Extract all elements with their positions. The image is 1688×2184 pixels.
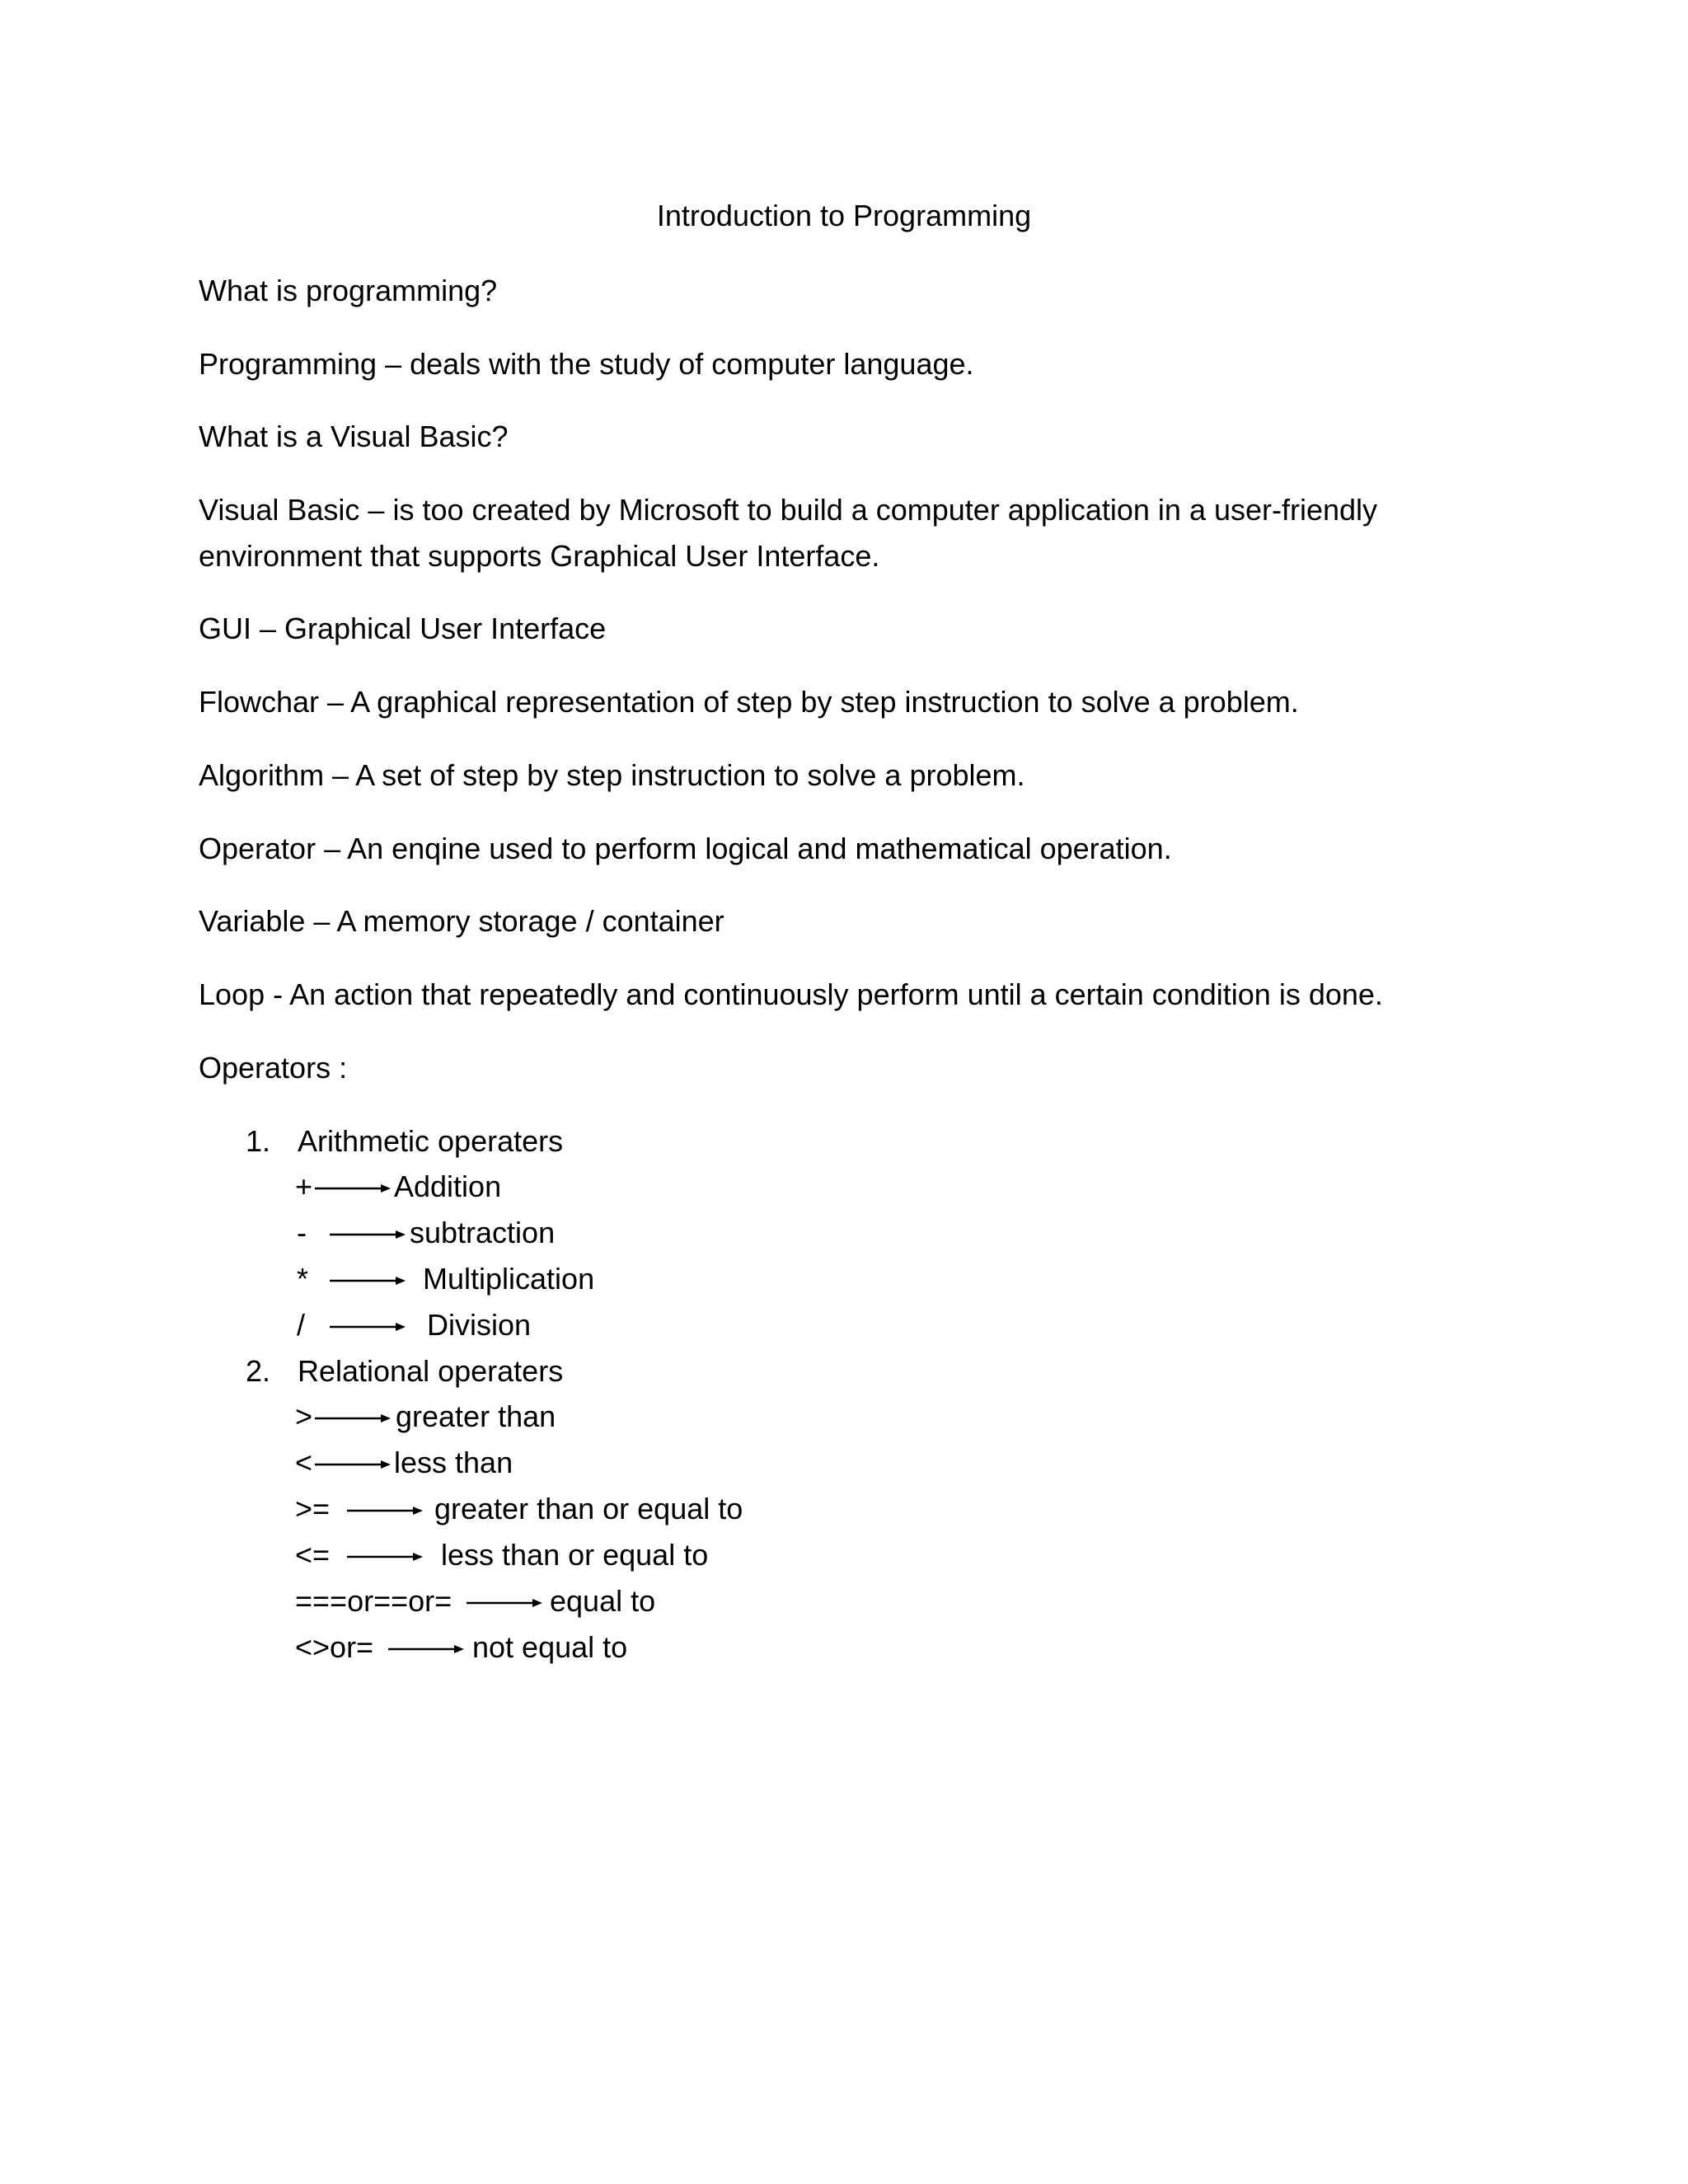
operator-meaning: not equal to [472,1630,628,1664]
list-number: 2. [246,1354,271,1388]
definition-operator: Operator – An enqine used to perform logical and mathematical operation. [199,832,1172,865]
operator-meaning: Division [427,1308,532,1342]
operator-row [0,1169,1688,1205]
operator-meaning: equal to [550,1584,656,1618]
operator-symbol: - [297,1216,307,1249]
operator-row [0,1310,1688,1343]
operator-row [0,1494,1688,1527]
operator-meaning: Addition [394,1169,502,1203]
definition-programming: Programming – deals with the study of computer language. [199,347,974,381]
definition-loop: Loop - An action that repeatedly and continuously perform until a certain condition is done. [199,977,1383,1011]
list-number: 1. [246,1124,271,1158]
right-arrow-icon [330,1230,406,1240]
operator-row [0,1264,1688,1297]
operator-symbol: <>or= [295,1630,374,1664]
right-arrow-icon [315,1183,391,1193]
definition-algorithm: Algorithm – A set of step by step instruction to solve a problem. [199,758,1025,792]
question-visual-basic: What is a Visual Basic? [199,419,509,453]
operator-row [0,1399,1688,1435]
operator-symbol: >= [295,1492,331,1526]
operator-row [0,1586,1688,1619]
list-heading-arithmetic: Arithmetic operaters [298,1124,564,1158]
right-arrow-icon [315,1460,391,1469]
page-title: Introduction to Programming [656,199,1032,232]
right-arrow-icon [330,1322,406,1332]
operator-symbol: * [297,1262,309,1296]
definition-gui: GUI – Graphical User Interface [199,612,607,645]
right-arrow-icon [467,1598,542,1608]
operator-symbol: ===or==or= [295,1584,452,1618]
operator-row [0,1540,1688,1573]
operator-meaning: less than [394,1446,513,1479]
operator-meaning: greater than [396,1399,556,1433]
operator-symbol: + [295,1169,313,1203]
operators-heading: Operators : [199,1051,348,1085]
operator-meaning: Multiplication [423,1262,595,1296]
operator-row [0,1630,1688,1666]
operator-row [0,1218,1688,1251]
operator-symbol: <= [295,1538,331,1572]
definition-flowchar: Flowchar – A graphical representation of step by step instruction to solve a problem. [199,685,1299,719]
list-heading-relational: Relational operaters [298,1354,564,1388]
definition-visual-basic-line-1: Visual Basic – is too created by Microsoft to build a computer application in a user-friendly [199,493,1378,527]
right-arrow-icon [330,1276,406,1286]
operator-row [0,1448,1688,1481]
right-arrow-icon [315,1413,391,1423]
definition-variable: Variable – A memory storage / container [199,904,724,938]
operator-symbol: / [297,1308,306,1342]
operator-symbol: > [295,1399,313,1433]
definition-visual-basic-line-2: environment that supports Graphical User Interface. [199,539,880,573]
operator-meaning: less than or equal to [441,1538,709,1572]
right-arrow-icon [388,1644,464,1654]
operator-meaning: subtraction [410,1216,556,1249]
right-arrow-icon [347,1552,423,1562]
operator-symbol: < [295,1446,313,1479]
question-programming: What is programming? [199,274,498,307]
operator-meaning: greater than or equal to [434,1492,743,1526]
right-arrow-icon [347,1506,423,1516]
